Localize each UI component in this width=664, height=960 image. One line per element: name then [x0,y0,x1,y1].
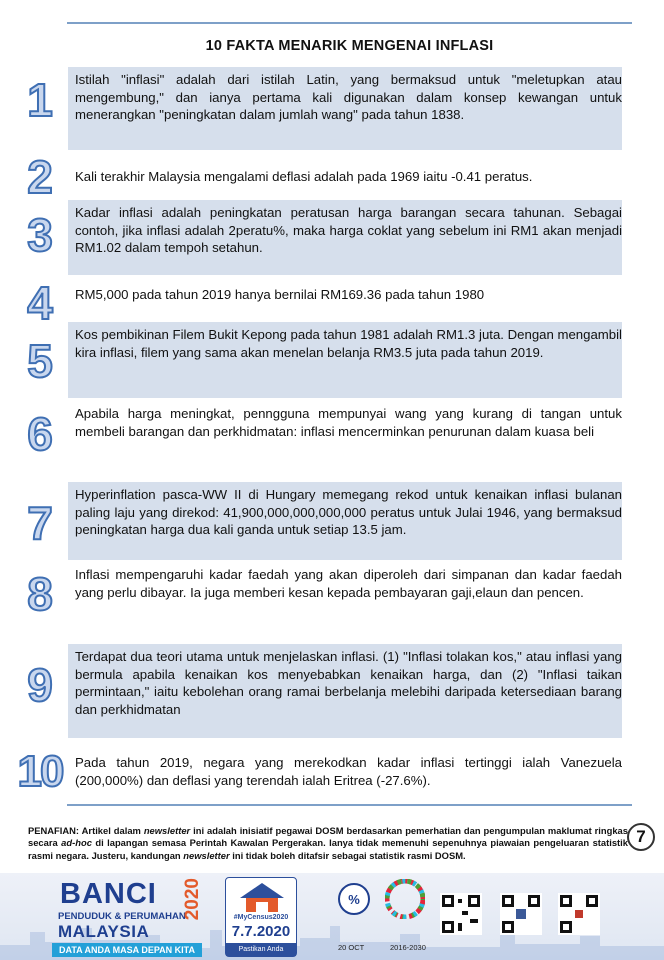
disclaimer-text: di lapangan semasa Perintah Kawalan Pergerakan. Ianya tidak memenuhi sepenuhnya piawaian pengeluaran statistik rasmi negara. Justeru, kandungan [28,837,629,861]
banci-year: 2020 [182,878,203,921]
page-title: 10 FAKTA MENARIK MENGENAI INFLASI [205,38,494,54]
banci-subtitle: PENDUDUK & PERUMAHAN [58,911,186,922]
census-event-badge [225,877,297,957]
svg-text:%: % [348,892,360,907]
banci-title: BANCI [60,878,157,910]
fact-number: 5 [27,335,53,387]
disclaimer-text: Artikel dalam [79,825,144,836]
fact-text: Apabila harga meningkat, pennggunа mempunyai wang yang kurang di tangan untuk membeli barangan dan perkhidmatan: inflasi mencerminkan penurunan dalam kuasa beli [75,406,622,439]
statistics-day-logo-icon [336,881,372,917]
disclaimer-emphasis: newsletter [143,825,191,836]
fact-number: 10 [17,747,63,796]
fact-number: 6 [27,408,53,460]
fact-number: 9 [27,659,53,711]
fact-text: Terdapat dua teori utama untuk menjelaskan inflasi. (1) "Inflasi tolakan kos," atau inflasi yang bermula apabila kenaikan kos menyebabkan kenaikan harga, dan (2) "Inflasi taikan permintaan," iaitu kebolehan orang ramai berbelanja melebihi daripada ketersediaan barang dan perkhidmatan [68,644,622,738]
top-rule [67,22,632,24]
census-date: 7.7.2020 [231,923,291,940]
fact-number: 3 [27,209,53,261]
banci-logo [58,878,206,956]
census-house-icon [226,880,298,914]
disclaimer [28,825,628,862]
statistics-day-date: 20 OCT [338,943,365,952]
fact-text: Pada tahun 2019, negara yang merekodkan kadar inflasi tertinggi ialah Vanezuela (200,000%) dan deflasi yang terendah ialah Eritrea (-27.6%). [75,755,622,788]
fact-text: Kali terakhir Malaysia mengalami deflasi adalah pada 1969 iaitu -0.41 peratus. [75,169,533,184]
sdg-wheel-icon [385,879,425,919]
fact-number: 7 [27,497,53,549]
fact-number: 8 [27,568,53,620]
fact-number: 1 [27,74,53,126]
bottom-rule [67,804,632,806]
census-strip: Pastikan Anda [226,943,296,956]
fact-text: Kos pembikinan Filem Bukit Kepong pada tahun 1981 adalah RM1.3 juta. Dengan mengambil kira inflasi, filem yang sama akan menelan belanja RM3.5 juta pada tahun 2019. [68,322,622,398]
footer-banner [0,873,664,960]
fact-number: 2 [27,151,53,203]
disclaimer-text: ini adalah inisiatif pegawai DOSM berdasarkan pemerhatian dan pengumpulan maklumat ringkas secara [28,825,628,849]
banci-tagline: DATA ANDA MASA DEPAN KITA [52,943,202,957]
disclaimer-label: PENAFIAN: [28,825,80,836]
fact-text: RM5,000 pada tahun 2019 hanya bernilai RM169.36 pada tahun 1980 [75,287,485,302]
page-number: 7 [627,823,655,851]
fact-text: Istilah "inflasi" adalah dari istilah Latin, yang bermaksud untuk "meletupkan atau mengembung," dan ianya pertama kali digunakan dalam konsep kewangan untuk menerangkan "peningkatan dalam jumlah wang" pada tahun 1838. [68,67,622,150]
fact-text: Kadar inflasi adalah peningkatan peratusan harga barangan secara tahunan. Sebagai contoh, jika inflasi adalah 2peratu%, maka harga coklat yang sebelum ini RM1 akan menjadi RM1.02 dalam tempoh setahun. [68,200,622,275]
fact-number: 4 [27,277,53,329]
census-hashtag: #MyCensus2020 [233,914,289,921]
disclaimer-emphasis: ad-hoc [61,837,92,849]
disclaimer-emphasis: newsletter [183,849,230,861]
qr-code-icon [440,893,482,935]
fact-text: Hyperinflation pasca-WW II di Hungary memegang rekod untuk kenaikan inflasi bulanan paling laju yang direkod: 41,900,000,000,000,000 peratus untuk Julai 1946, yang bermaksud peningkatan harga dua kali ganda untuk setiap 13.5 jam. [68,482,622,560]
banci-country: MALAYSIA [58,922,150,941]
fact-text: Inflasi mempengaruhi kadar faedah yang akan diperoleh dari simpanan dan kadar faedah yang perlu dibayar. Ia juga memberi kesan kepada pembayaran gaji,elaun dan pencen. [75,567,622,600]
qr-code-icon [558,893,600,935]
sdg-years: 2016-2030 [390,943,426,952]
facebook-qr-code-icon [500,893,542,935]
disclaimer-text: ini tidak boleh ditafsir sebagai statistik rasmi DOSM. [229,849,466,861]
